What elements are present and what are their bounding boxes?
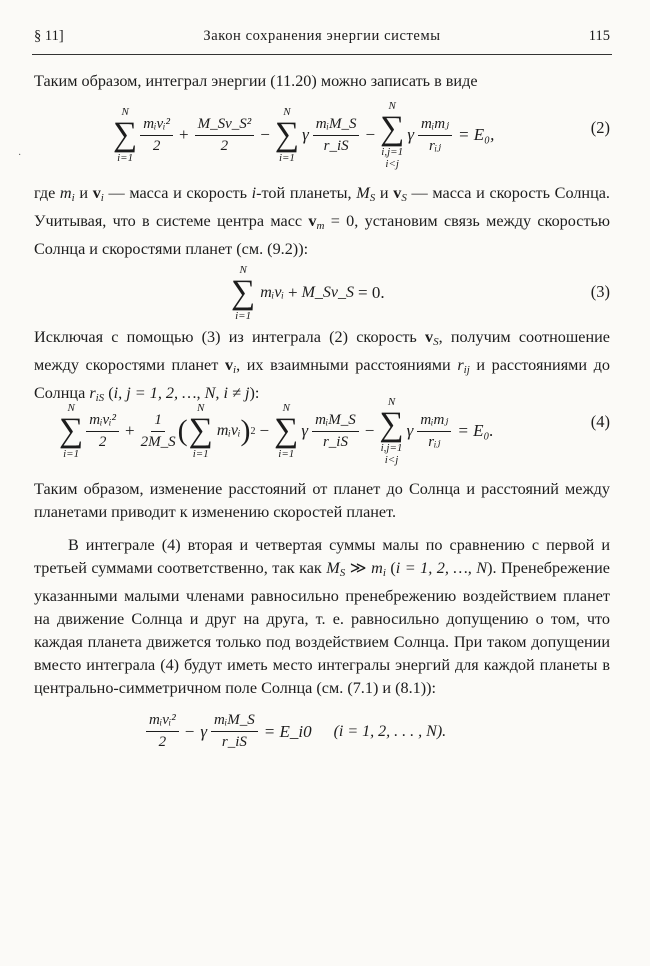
equation-2-body: N ∑ i=1 $\frac{\text{mᵢvᵢ²}}{2}$ + $\frac{\text{M\_Sv\_S²}}{2}$ − N ∑ i=1 γ $\frac{\text{mᵢM\_S}}{r\_iS}$ − N ∑ i,j=1 i<j γ $\frac{\text{mᵢmⱼ}}{\text{rᵢⱼ}}$ = E₀, <box>113 100 495 170</box>
fraction: $\frac{\text{mᵢvᵢ²}}{2}$ <box>140 116 173 155</box>
paragraph-definitions: где $m_i$ и $v_i$ — масса и скорость i-той планеты, $M_S$ и $v_S$ — масса и скорость Солнца. Учитывая, что в системе центра масс $v_m = 0$, установим связь между скоростью Солнца и скоростями планет (см. (9.2)): <box>34 184 610 258</box>
equation-planet-energy-body: $\frac{\text{mᵢvᵢ²}}{2}$ − γ $\frac{\text{mᵢM\_S}}{r\_iS}$ = E_i0 (i = 1, 2, . . . , N). <box>144 712 446 751</box>
sum-operator: N ∑ i=1 <box>274 402 299 460</box>
equation-4-body: N ∑ i=1 $\frac{\text{mᵢvᵢ²}}{2}$ + $\frac{1}{2M\_S}$ ( N ∑ i=1 mᵢvᵢ ) 2 − N ∑ i=1 γ $\frac{\text{mᵢM\_S}}{r\_iS}$ − N ∑ i,j=1 i<j γ $\frac{\text{mᵢmⱼ}}{\text{rᵢⱼ}}$ = E₀. <box>59 396 494 466</box>
fraction: $\frac{\text{M\_Sv\_S²}}{2}$ <box>195 116 255 155</box>
sum-operator: N ∑ i=1 <box>188 402 213 460</box>
margin-mark: · <box>18 150 22 161</box>
paragraph-conclusion: Таким образом, изменение расстояний от планет до Солнца и расстояний между планетами приводит к изменению скоростей планет. <box>34 480 610 521</box>
equation-planet-energy <box>34 712 610 762</box>
sum-operator: N ∑ i,j=1 i<j <box>380 100 405 170</box>
fraction: $\frac{\text{mᵢM\_S}}{r\_iS}$ <box>211 712 258 751</box>
sum-operator: N ∑ i=1 <box>113 106 138 164</box>
page-number: 115 <box>588 28 610 44</box>
equation-3 <box>34 264 610 322</box>
sum-operator: N ∑ i,j=1 i<j <box>379 396 404 466</box>
equation-2 <box>34 96 610 174</box>
section-marker: § 11] <box>34 28 64 44</box>
fraction: $\frac{\text{mᵢmⱼ}}{\text{rᵢⱼ}}$ <box>417 412 451 451</box>
equation-3-body: N ∑ i=1 mᵢvᵢ + M_Sv_S = 0. <box>231 264 385 322</box>
equation-4 <box>34 392 610 472</box>
sum-operator: N ∑ i=1 <box>231 264 256 322</box>
fraction: $\frac{\text{mᵢM\_S}}{r\_iS}$ <box>313 116 360 155</box>
equation-number: (4) <box>590 412 610 431</box>
sum-operator: N ∑ i=1 <box>59 402 84 460</box>
paragraph-intro: Таким образом, интеграл энергии (11.20) можно записать в виде <box>34 72 478 90</box>
paragraph-elimination: Исключая с помощью (3) из интеграла (2) скорость $v_S$, получим соотношение между скоростями планет $v_i$, их взаимными расстояниями $r_{ij}$ и расстояниями до Солнца $r_{iS}$ (i, j = 1, 2, …, N, i ≠ j): <box>34 328 610 404</box>
sum-operator: N ∑ i=1 <box>274 106 300 164</box>
fraction: $\frac{1}{2M\_S}$ <box>140 411 176 450</box>
equation-number: (3) <box>590 282 610 301</box>
running-header <box>34 28 610 52</box>
fraction: $\frac{\text{mᵢvᵢ²}}{2}$ <box>146 712 179 751</box>
fraction: $\frac{\text{mᵢvᵢ²}}{2}$ <box>86 412 119 451</box>
paragraph-approximation: В интеграле (4) вторая и четвертая суммы малы по сравнению с первой и третьей суммами соответственно, так как $M_S$ ≫ $m_i$ (i = 1, 2, …, N). Пренебрежение указанными малыми членами равносильно пренебрежению воздействием планет на движение Солнца и друг на друга, т. е. равносильно допущению о том, что каждая планета движется только под воздействием Солнца. При таком допущении вместо интеграла (4) будут иметь место интегралы энергий для каждой планеты в центрально-симметричном поле Солнца (см. (7.1) и (8.1)): <box>34 536 610 697</box>
equation-number: (2) <box>590 118 610 137</box>
fraction: $\frac{\text{mᵢmⱼ}}{\text{rᵢⱼ}}$ <box>418 116 452 155</box>
header-rule <box>32 54 612 55</box>
fraction: $\frac{\text{mᵢM\_S}}{r\_iS}$ <box>312 412 359 451</box>
chapter-title: Закон сохранения энергии системы <box>203 28 441 44</box>
